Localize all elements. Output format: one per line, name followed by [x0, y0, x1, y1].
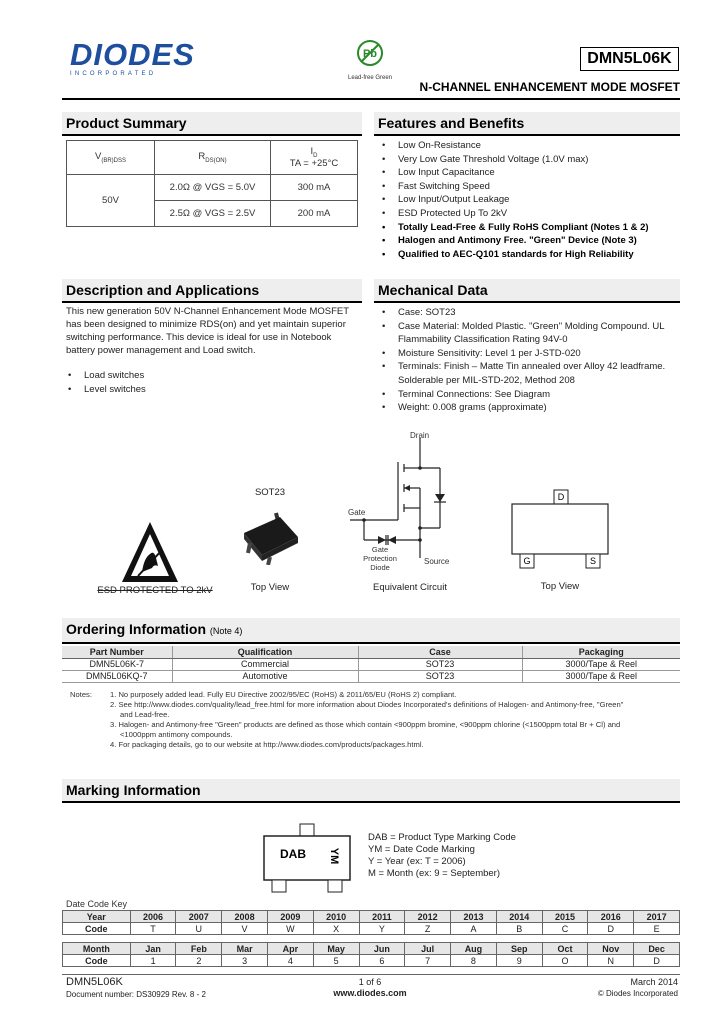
date-code-cell: 4 — [267, 955, 313, 967]
year-code-row — [63, 923, 680, 935]
date-code-cell: 2007 — [176, 911, 222, 923]
month-row — [63, 943, 680, 955]
row-label: Code — [63, 923, 131, 935]
list-item: • ESD Protected Up To 2kV — [376, 207, 682, 221]
ordering-section — [62, 618, 680, 644]
row-label: Year — [63, 911, 131, 923]
date-code-key-label: Date Code Key — [66, 899, 128, 909]
ordering-table — [62, 646, 680, 683]
list-item: • Halogen and Antimony Free. "Green" Device (Note 3) — [376, 234, 682, 248]
col-header: Qualification — [172, 646, 358, 658]
section-rule — [62, 642, 680, 644]
cell: SOT23 — [358, 670, 522, 682]
gate-protection-line: Diode — [370, 563, 390, 572]
date-code-cell: X — [313, 923, 359, 935]
date-code-cell: Jul — [405, 943, 451, 955]
date-code-cell: Z — [405, 923, 451, 935]
logo-subtext: INCORPORATED — [70, 71, 157, 77]
date-code-cell: 2015 — [542, 911, 588, 923]
list-item: • Very Low Gate Threshold Voltage (1.0V max) — [376, 153, 682, 167]
date-code-cell: B — [496, 923, 542, 935]
chip-ym-text: YM — [328, 847, 340, 865]
list-item: • Qualified to AEC-Q101 standards for High Reliability — [376, 248, 682, 262]
gate-protection-line: Gate — [371, 545, 389, 554]
note-item: 4. For packaging details, go to our website at http://www.diodes.com/products/packages.html. — [110, 740, 424, 749]
legend-line: DAB = Product Type Marking Code — [368, 832, 516, 843]
header-rule — [62, 98, 680, 100]
product-summary-table — [66, 140, 358, 227]
list-item: • Weight: 0.008 grams (approximate) — [376, 401, 676, 415]
date-code-cell: W — [267, 923, 313, 935]
month-code-row — [63, 955, 680, 967]
gate-label: Gate — [348, 508, 366, 517]
date-code-cell: N — [588, 955, 634, 967]
lead-free-badge — [340, 38, 400, 81]
date-code-cell: Feb — [176, 943, 222, 955]
note-item: <1000ppm antimony compounds. — [120, 730, 233, 739]
date-code-cell: 2010 — [313, 911, 359, 923]
date-code-cell: Aug — [451, 943, 497, 955]
features-list — [376, 139, 682, 261]
section-title: Features and Benefits — [374, 112, 680, 134]
description-section — [62, 279, 362, 303]
footer-copyright: © Diodes Incorporated — [597, 989, 678, 998]
date-code-cell: 7 — [405, 955, 451, 967]
footer-page: 1 of 6 — [358, 977, 382, 987]
list-item: • Terminals: Finish – Matte Tin annealed over Alloy 42 leadframe. Solderable per MIL-STD-202, Method 208 — [376, 360, 676, 387]
date-code-cell: A — [451, 923, 497, 935]
cell: 3000/Tape & Reel — [522, 658, 680, 670]
date-code-cell: Sep — [496, 943, 542, 955]
date-code-cell: 9 — [496, 955, 542, 967]
footer-rule — [62, 974, 680, 975]
product-summary-section — [62, 112, 362, 136]
col-vbrdss: $V_{(BR)DSS}$ — [67, 141, 155, 175]
col-header: Case — [358, 646, 522, 658]
date-code-cell: May — [313, 943, 359, 955]
table-row — [62, 658, 680, 670]
section-rule — [374, 134, 680, 136]
section-title: Product Summary — [62, 112, 362, 134]
note-item: 2. See http://www.diodes.com/quality/lead_free.html for more information about Diodes Incorporated's definitions of Halogen- and Antimony-free, "Green" — [110, 700, 624, 709]
date-code-cell: E — [634, 923, 680, 935]
description-text: This new generation 50V N-Channel Enhancement Mode MOSFET has been designed to minimize RDS(on) and yet maintain superior switching performance. This device is ideal for use in Notebook battery power management and Load switch. — [66, 306, 349, 356]
legend-line: YM = Date Code Marking — [368, 844, 475, 855]
vbrdss-value: 50V — [67, 175, 155, 227]
marking-section — [62, 779, 680, 803]
mechanical-list — [376, 306, 676, 415]
list-item: • Low On-Resistance — [376, 139, 682, 153]
pin-g-label: G — [523, 556, 531, 566]
date-code-cell: Nov — [588, 943, 634, 955]
section-title — [62, 618, 680, 642]
pin-d-label: D — [557, 492, 565, 502]
drain-label: Drain — [410, 431, 430, 440]
ordering-title: Ordering Information — [66, 621, 206, 637]
package-label: SOT23 — [254, 487, 286, 498]
date-code-cell: 2009 — [267, 911, 313, 923]
list-item: • Terminal Connections: See Diagram — [376, 388, 676, 402]
sot23-package-icon — [234, 505, 304, 565]
cell: 3000/Tape & Reel — [522, 670, 680, 682]
applications-list — [62, 369, 262, 396]
note-item: 1. No purposely added lead. Fully EU Directive 2002/95/EC (RoHS) & 2011/65/EU (RoHS 2) compliant. — [110, 690, 457, 699]
date-code-cell: 8 — [451, 955, 497, 967]
month-code-table — [62, 942, 680, 967]
date-code-cell: 2006 — [130, 911, 176, 923]
footer-date: March 2014 — [630, 977, 678, 987]
year-row — [63, 911, 680, 923]
esd-warning-icon — [120, 520, 180, 590]
ordering-note: (Note 4) — [209, 626, 243, 636]
part-number-box: DMN5L06K — [580, 47, 679, 71]
date-code-cell: Mar — [222, 943, 268, 955]
date-code-cell: 2013 — [451, 911, 497, 923]
rds-value: 2.0Ω @ VGS = 5.0V — [155, 175, 271, 201]
date-code-cell: O — [542, 955, 588, 967]
gate-protection-line: Protection — [363, 554, 397, 563]
col-header: Packaging — [522, 646, 680, 658]
section-title: Marking Information — [62, 779, 680, 801]
note-item: and Lead-free. — [120, 710, 170, 719]
section-rule — [62, 301, 362, 303]
list-item: • Load switches — [62, 369, 262, 383]
date-code-cell: 2014 — [496, 911, 542, 923]
notes-label: Notes: — [70, 690, 92, 699]
date-code-cell: Y — [359, 923, 405, 935]
id-value: 200 mA — [271, 201, 358, 227]
footer-url[interactable]: www.diodes.com — [333, 988, 407, 998]
list-item: • Low Input/Output Leakage — [376, 193, 682, 207]
notes-list — [110, 690, 685, 750]
date-code-cell: Oct — [542, 943, 588, 955]
col-rdson: $R_{DS(ON)}$ — [155, 141, 271, 175]
cell: Automotive — [172, 670, 358, 682]
section-rule — [374, 301, 680, 303]
source-label: Source — [424, 557, 450, 566]
date-code-cell: 2017 — [634, 911, 680, 923]
date-code-cell: 6 — [359, 955, 405, 967]
cell: Commercial — [172, 658, 358, 670]
date-code-table — [62, 910, 680, 935]
list-item: • Moisture Sensitivity: Level 1 per J-STD-020 — [376, 347, 676, 361]
date-code-cell: D — [634, 955, 680, 967]
logo-text: DIODES — [70, 37, 195, 72]
date-code-cell: D — [588, 923, 634, 935]
mechanical-section — [374, 279, 680, 303]
pin-s-label: S — [589, 556, 596, 566]
date-code-cell: Dec — [634, 943, 680, 955]
gate-protection-diode-label — [360, 545, 400, 572]
cell: DMN5L06KQ-7 — [62, 670, 172, 682]
marking-legend — [368, 832, 668, 880]
section-rule — [62, 134, 362, 136]
diodes-logo — [70, 37, 200, 82]
date-code-cell: Jan — [130, 943, 176, 955]
list-item: • Totally Lead-Free & Fully RoHS Compliant (Notes 1 & 2) — [376, 221, 682, 235]
equivalent-circuit-caption: Equivalent Circuit — [373, 582, 447, 593]
date-code-cell: Apr — [267, 943, 313, 955]
date-code-cell: 2016 — [588, 911, 634, 923]
col-id: $I_D$ TA = +25°C — [271, 141, 358, 175]
list-item: • Fast Switching Speed — [376, 180, 682, 194]
rds-value: 2.5Ω @ VGS = 2.5V — [155, 201, 271, 227]
note-item: 3. Halogen- and Antimony-free "Green" products are defined as those which contain <900ppm bromine, <900ppm chlorine (<1500ppm total Br + Cl) and — [110, 720, 621, 729]
date-code-cell: U — [176, 923, 222, 935]
footer-doc: Document number: DS30929 Rev. 8 - 2 — [66, 990, 206, 999]
date-code-cell: 1 — [130, 955, 176, 967]
table-row — [62, 670, 680, 682]
footer-part: DMN5L06K — [66, 976, 123, 988]
id-value: 300 mA — [271, 175, 358, 201]
date-code-cell: Jun — [359, 943, 405, 955]
cell: SOT23 — [358, 658, 522, 670]
list-item: • Case Material: Molded Plastic. "Green" Molding Compound. UL Flammability Classification Rating 94V-0 — [376, 320, 676, 347]
section-title: Mechanical Data — [374, 279, 680, 301]
device-subtitle: N-CHANNEL ENHANCEMENT MODE MOSFET — [419, 80, 680, 94]
list-item: • Case: SOT23 — [376, 306, 676, 320]
features-section — [374, 112, 680, 136]
row-label: Code — [63, 955, 131, 967]
top-view-caption: Top View — [540, 581, 580, 592]
date-code-cell: 3 — [222, 955, 268, 967]
date-code-cell: 5 — [313, 955, 359, 967]
date-code-cell: C — [542, 923, 588, 935]
date-code-cell: V — [222, 923, 268, 935]
date-code-cell: 2008 — [222, 911, 268, 923]
col-header: Part Number — [62, 646, 172, 658]
date-code-cell: 2 — [176, 955, 222, 967]
legend-line: M = Month (ex: 9 = September) — [368, 868, 501, 879]
list-item: • Level switches — [62, 383, 262, 397]
date-code-cell: T — [130, 923, 176, 935]
top-view-caption: Top View — [250, 582, 290, 593]
list-item: • Low Input Capacitance — [376, 166, 682, 180]
row-label: Month — [63, 943, 131, 955]
chip-code-text: DAB — [280, 847, 306, 861]
section-rule — [62, 801, 680, 803]
date-code-cell: 2012 — [405, 911, 451, 923]
pb-free-label: Lead-free Green — [347, 75, 393, 81]
section-title: Description and Applications — [62, 279, 362, 301]
legend-line: Y = Year (ex: T = 2006) — [368, 856, 466, 867]
date-code-cell: 2011 — [359, 911, 405, 923]
esd-protected-text: ESD PROTECTED TO 2kV — [97, 585, 213, 596]
col-id-temp: TA = +25°C — [289, 158, 339, 170]
svg-text:Pb: Pb — [362, 48, 378, 60]
pb-free-icon — [355, 38, 385, 68]
equivalent-circuit-diagram — [340, 428, 460, 578]
cell: DMN5L06K-7 — [62, 658, 172, 670]
